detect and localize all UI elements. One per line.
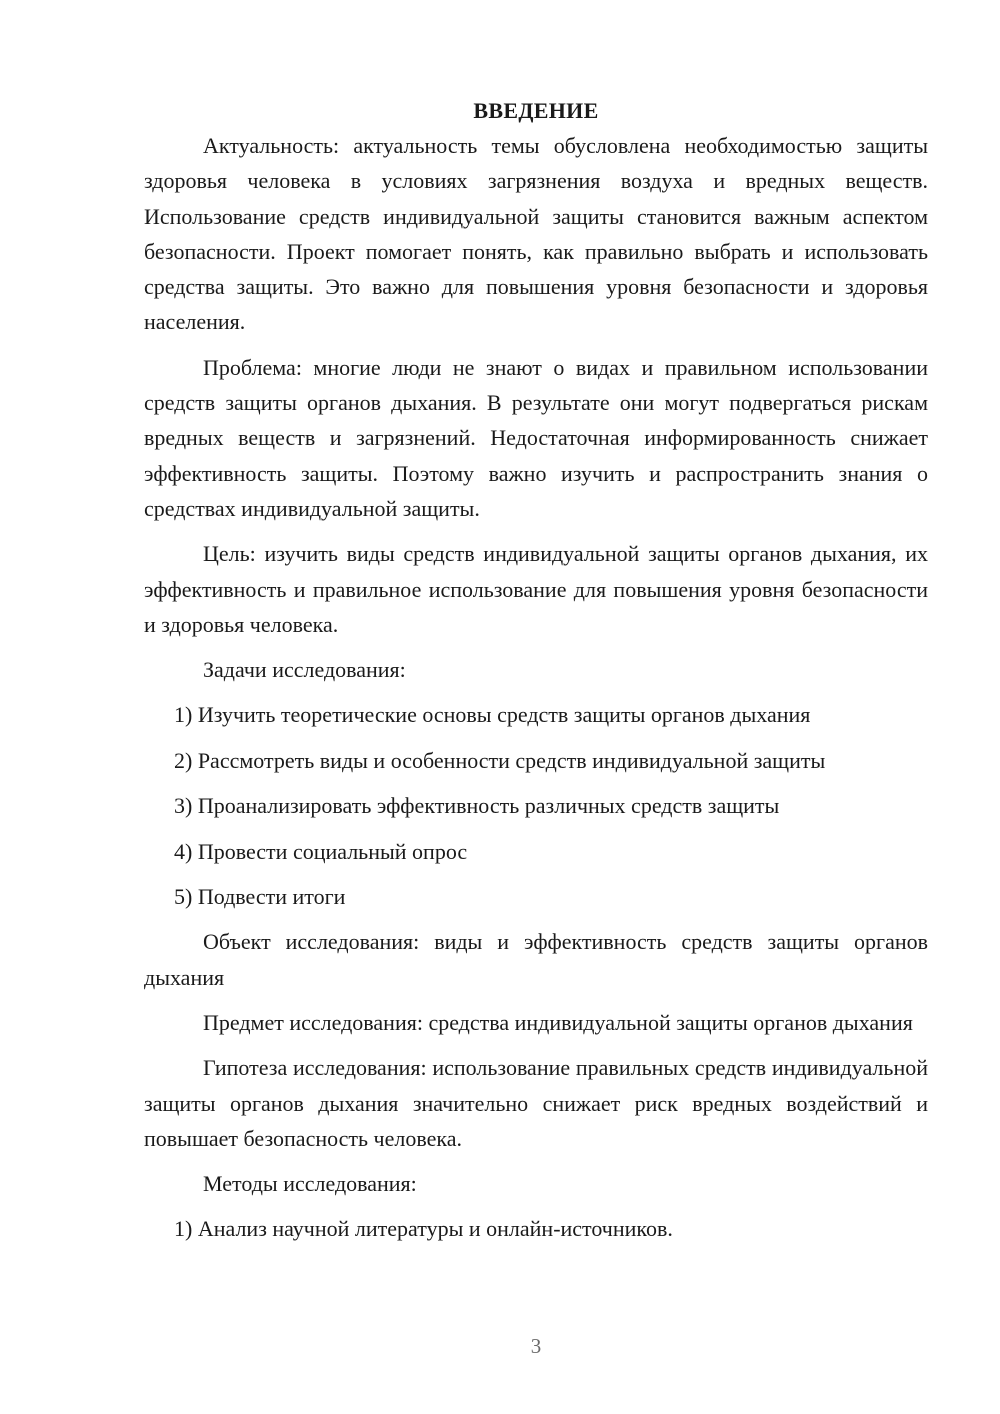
page-content [144, 94, 928, 1257]
task-item-3: 3) Проанализировать эффективность различных средств защиты [174, 793, 780, 819]
paragraph-relevance: Актуальность: актуальность темы обусловлена необходимостью защиты здоровья человека в условиях загрязнения воздуха и вредных веществ. Использование средств индивидуальной защиты становится важным аспектом безопасности. Проект помогает понять, как правильно выбрать и использовать средства защиты. Это важно для повышения уровня безопасности и здоровья населения. [144, 133, 928, 335]
paragraph-subject: Предмет исследования: средства индивидуальной защиты органов дыхания [203, 1010, 913, 1035]
task-item-2: 2) Рассмотреть виды и особенности средств индивидуальной защиты [174, 747, 826, 773]
section-title: ВВЕДЕНИЕ [473, 98, 599, 123]
paragraph-goal: Цель: изучить виды средств индивидуальной защиты органов дыхания, их эффективность и правильное использование для повышения уровня безопасности и здоровья человека. [144, 541, 928, 637]
task-item-1: 1) Изучить теоретические основы средств защиты органов дыхания [174, 702, 811, 728]
tasks-heading: Задачи исследования: [203, 657, 406, 683]
task-item-4: 4) Провести социальный опрос [174, 838, 468, 864]
task-item-5: 5) Подвести итоги [174, 884, 346, 910]
methods-heading: Методы исследования: [203, 1171, 417, 1197]
paragraph-hypothesis: Гипотеза исследования: использование правильных средств индивидуальной защиты органов дыхания значительно снижает риск вредных воздействий и повышает безопасность человека. [144, 1055, 928, 1151]
method-item-1: 1) Анализ научной литературы и онлайн-источников. [174, 1216, 673, 1242]
page-number: 3 [530, 1334, 542, 1358]
paragraph-object: Объект исследования: виды и эффективность средств защиты органов дыхания [144, 929, 928, 990]
paragraph-problem: Проблема: многие люди не знают о видах и правильном использовании средств защиты органов дыхания. В результате они могут подвергаться рискам вредных веществ и загрязнений. Недостаточная информированность снижает эффективность защиты. Поэтому важно изучить и распространить знания о средствах индивидуальной защиты. [144, 354, 928, 521]
